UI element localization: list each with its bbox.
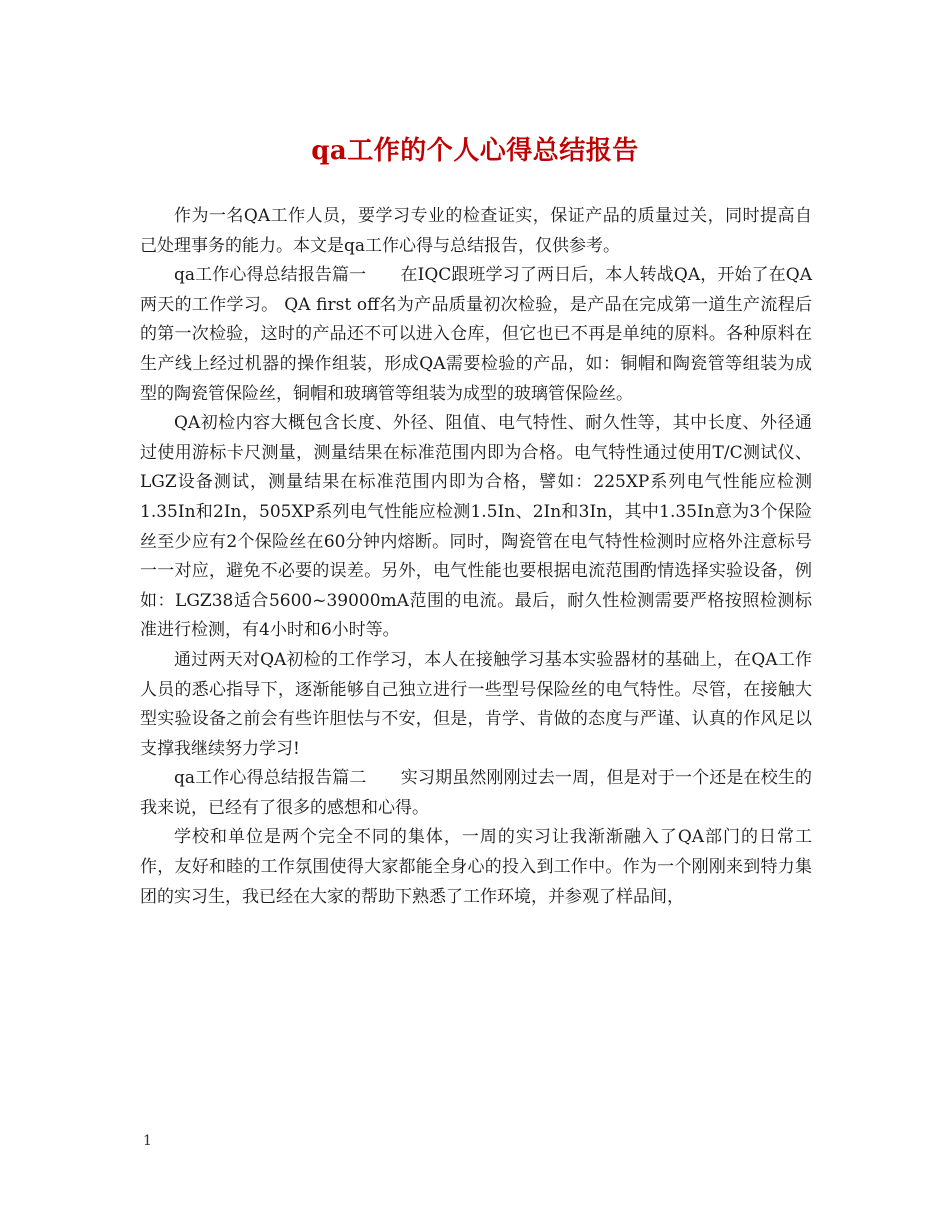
paragraph-internship: 学校和单位是两个完全不同的集体，一周的实习让我渐渐融入了QA部门的日常工作，友好和睦的工作氛围使得大家都能全身心的投入到工作中。作为一个刚刚来到特力集团的实习生，我已经在大家的帮助下熟悉了工作环境，并参观了样品间， [140, 827, 812, 907]
paragraph-inspection-content: QA初检内容大概包含长度、外径、阻值、电气特性、耐久性等，其中长度、外径通过使用游标卡尺测量，测量结果在标准范围内即为合格。电气特性通过使用T/C测试仪、LGZ设备测试，测量结果在标准范围内即为合格，譬如：225XP系列电气性能应检测1.35In和2In，505XP系列电气性能应检测1.5In、2In和3In，其中1.35In意为3个保险丝至少应有2个保险丝在60分钟内熔断。同时，陶瓷管在电气特性检测时应格外注意标号一一对应，避免不必要的误差。另外，电气性能也要根据电流范围酌情选择实验设备，例如：LGZ38适合5600~39000mA范围的电流。最后，耐久性检测需要严格按照检测标准进行检测，有4小时和6小时等。 [140, 413, 812, 641]
page-number: 1 [143, 1133, 152, 1149]
document-title: qa工作的个人心得总结报告 [311, 136, 639, 166]
paragraph-intro: 作为一名QA工作人员，要学习专业的检查证实，保证产品的质量过关，同时提高自己处理事务的能力。本文是qa工作心得与总结报告，仅供参考。 [140, 206, 812, 256]
paragraph-report-two: qa工作心得总结报告篇二 实习期虽然刚刚过去一周，但是对于一个还是在校生的我来说，已经有了很多的感想和心得。 [140, 768, 812, 818]
paragraph-report-one: qa工作心得总结报告篇一 在IQC跟班学习了两日后，本人转战QA，开始了在QA两天的工作学习。 QA first off名为产品质量初次检验，是产品在完成第一道生产流程后的第一次检验，这时的产品还不可以进入仓库，但它也已不再是单纯的原料。各种原料在生产线上经过机器的操作组装，形成QA需要检验的产品，如：铜帽和陶瓷管等组装为成型的陶瓷管保险丝，铜帽和玻璃管等组装为成型的玻璃管保险丝。 [140, 265, 812, 404]
document-body [140, 202, 812, 912]
paragraph-learning-summary: 通过两天对QA初检的工作学习，本人在接触学习基本实验器材的基础上，在QA工作人员的悉心指导下，逐渐能够自己独立进行一些型号保险丝的电气特性。尽管，在接触大型实验设备之前会有些许胆怯与不安，但是，肯学、肯做的态度与严谨、认真的作风足以支撑我继续努力学习! [140, 649, 812, 759]
